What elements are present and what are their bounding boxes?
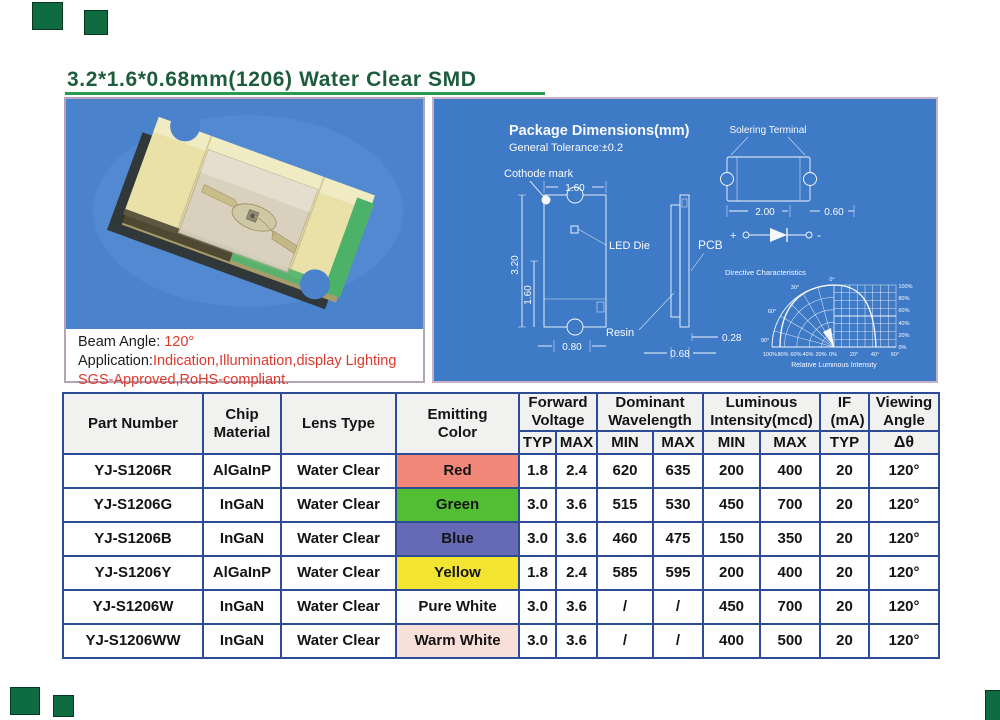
- cell-iv-min: 450: [703, 590, 760, 624]
- polar-scale-label: 100%: [762, 352, 778, 358]
- corner-mark: [10, 687, 40, 715]
- col-vf-max: MAX: [556, 431, 597, 454]
- polar-angle-label: 60°: [890, 352, 900, 358]
- cell-chip-material: InGaN: [203, 590, 281, 624]
- cell-if-typ: 20: [820, 454, 869, 488]
- cell-chip-material: InGaN: [203, 488, 281, 522]
- led-product-photo: [66, 99, 423, 329]
- cell-wl-max: /: [653, 590, 703, 624]
- led-die-label: LED Die: [609, 240, 650, 252]
- relative-intensity-caption: Relative Luminous Intensity: [791, 362, 877, 369]
- cell-part-number: YJ-S1206Y: [63, 556, 203, 590]
- corner-mark: [84, 10, 108, 35]
- cell-iv-max: 350: [760, 522, 820, 556]
- cell-wl-max: 530: [653, 488, 703, 522]
- table-row: [63, 624, 939, 658]
- cell-lens-type: Water Clear: [281, 624, 396, 658]
- cell-vf-typ: 3.0: [519, 590, 556, 624]
- cell-vf-max: 2.4: [556, 454, 597, 488]
- header-group-row: [63, 393, 939, 431]
- application-value: Indication,Illumination,display Lighting: [152, 353, 397, 369]
- polar-scale-label: 0%: [898, 345, 907, 351]
- cell-emitting-color: Yellow: [396, 556, 519, 590]
- cell-wl-min: 515: [597, 488, 653, 522]
- cell-if-typ: 20: [820, 522, 869, 556]
- cell-vf-max: 2.4: [556, 556, 597, 590]
- cell-lens-type: Water Clear: [281, 488, 396, 522]
- cell-vf-max: 3.6: [556, 624, 597, 658]
- cell-lens-type: Water Clear: [281, 454, 396, 488]
- polar-arc-label: 30°: [790, 285, 800, 291]
- col-iv-min: MIN: [703, 431, 760, 454]
- col-luminous-intensity: Luminous Intensity(mcd): [703, 393, 820, 431]
- cell-viewing-angle: 120°: [869, 590, 939, 624]
- polar-scale-label: 100%: [898, 284, 913, 290]
- cell-part-number: YJ-S1206B: [63, 522, 203, 556]
- cell-iv-max: 700: [760, 590, 820, 624]
- cell-lens-type: Water Clear: [281, 556, 396, 590]
- dim-terminal-side: 0.60: [824, 207, 844, 218]
- cell-part-number: YJ-S1206G: [63, 488, 203, 522]
- cell-chip-material: AlGaInP: [203, 556, 281, 590]
- cell-iv-max: 400: [760, 556, 820, 590]
- col-part-number: Part Number: [63, 393, 203, 454]
- dim-bottom-width: 0.80: [562, 342, 582, 353]
- cell-vf-typ: 3.0: [519, 522, 556, 556]
- table-row: [63, 522, 939, 556]
- polar-scale-label: 80%: [777, 352, 789, 358]
- polar-scale-label: 80%: [898, 296, 910, 302]
- soldering-terminal-label: Solering Terminal: [729, 125, 807, 136]
- package-dimensions-drawing: [434, 99, 936, 381]
- cathode-mark-dot: [542, 196, 551, 205]
- col-chip-material: Chip Material: [203, 393, 281, 454]
- cell-wl-min: 620: [597, 454, 653, 488]
- polar-scale-label: 20%: [815, 352, 827, 358]
- col-lens-type: Lens Type: [281, 393, 396, 454]
- polar-scale-label: 0%: [829, 352, 837, 358]
- polar-angle-label: 40°: [870, 352, 880, 358]
- polar-scale-label: 60%: [898, 308, 910, 314]
- table-row: [63, 454, 939, 488]
- col-dominant-wavelength: Dominant Wavelength: [597, 393, 703, 431]
- col-if-ma: IF (mA): [820, 393, 869, 431]
- cell-viewing-angle: 120°: [869, 522, 939, 556]
- cell-wl-min: /: [597, 590, 653, 624]
- col-emitting-color: Emitting Color: [396, 393, 519, 454]
- cell-chip-material: InGaN: [203, 624, 281, 658]
- dim-total-thickness: 0.68: [670, 349, 690, 360]
- dim-pcb-thickness: 0.28: [722, 333, 742, 344]
- cell-part-number: YJ-S1206R: [63, 454, 203, 488]
- cell-vf-max: 3.6: [556, 488, 597, 522]
- cell-vf-max: 3.6: [556, 590, 597, 624]
- cell-if-typ: 20: [820, 590, 869, 624]
- cell-lens-type: Water Clear: [281, 522, 396, 556]
- polar-scale-label: 40%: [898, 321, 910, 327]
- cell-vf-typ: 3.0: [519, 624, 556, 658]
- cell-wl-min: 460: [597, 522, 653, 556]
- cell-iv-min: 200: [703, 454, 760, 488]
- cell-wl-max: /: [653, 624, 703, 658]
- cell-wl-max: 475: [653, 522, 703, 556]
- pcb-label: PCB: [698, 238, 723, 252]
- col-if-typ: TYP: [820, 431, 869, 454]
- cell-chip-material: AlGaInP: [203, 454, 281, 488]
- application-label: Application:: [78, 353, 153, 369]
- cell-if-typ: 20: [820, 556, 869, 590]
- cell-iv-min: 450: [703, 488, 760, 522]
- cell-iv-min: 400: [703, 624, 760, 658]
- diagram-tolerance: General Tolerance:±0.2: [509, 142, 624, 154]
- table-row: [63, 590, 939, 624]
- dim-body-height: 3.20: [510, 255, 521, 275]
- cell-lens-type: Water Clear: [281, 590, 396, 624]
- cell-vf-max: 3.6: [556, 522, 597, 556]
- cell-emitting-color: Red: [396, 454, 519, 488]
- cell-iv-max: 700: [760, 488, 820, 522]
- cell-part-number: YJ-S1206W: [63, 590, 203, 624]
- package-dimensions-panel: [432, 97, 938, 383]
- product-photo-panel: [64, 97, 425, 388]
- cathode-mark-label: Cothode mark: [504, 168, 574, 180]
- cell-vf-typ: 3.0: [519, 488, 556, 522]
- page-title: 3.2*1.6*0.68mm(1206) Water Clear SMD: [67, 68, 477, 91]
- cell-vf-typ: 1.8: [519, 556, 556, 590]
- cell-iv-max: 400: [760, 454, 820, 488]
- polar-angle-label: 20°: [849, 352, 859, 358]
- polar-scale-label: 60%: [790, 352, 802, 358]
- cell-viewing-angle: 120°: [869, 454, 939, 488]
- polar-arc-label: 90°: [760, 338, 770, 344]
- col-iv-max: MAX: [760, 431, 820, 454]
- cell-iv-min: 200: [703, 556, 760, 590]
- cell-wl-max: 595: [653, 556, 703, 590]
- cell-vf-typ: 1.8: [519, 454, 556, 488]
- cell-viewing-angle: 120°: [869, 624, 939, 658]
- photo-caption: [78, 333, 396, 390]
- col-delta-theta: Δθ: [869, 431, 939, 454]
- cell-iv-max: 500: [760, 624, 820, 658]
- col-viewing-angle: Viewing Angle: [869, 393, 939, 431]
- title-underline: [65, 92, 545, 95]
- specification-table: [62, 392, 940, 659]
- table-row: [63, 488, 939, 522]
- cell-emitting-color: Green: [396, 488, 519, 522]
- polar-arc-label: 60°: [767, 309, 777, 315]
- dim-terminal-width: 2.00: [755, 207, 775, 218]
- col-forward-voltage: Forward Voltage: [519, 393, 597, 431]
- col-vf-typ: TYP: [519, 431, 556, 454]
- cell-chip-material: InGaN: [203, 522, 281, 556]
- resin-label: Resin: [606, 327, 635, 339]
- beam-angle-label: Beam Angle:: [78, 334, 161, 350]
- directive-characteristics-label: Directive Characteristics: [725, 268, 806, 277]
- dim-top-width: 1.60: [565, 183, 585, 194]
- cell-if-typ: 20: [820, 488, 869, 522]
- polar-arc-label: 0°: [829, 277, 835, 283]
- col-wl-max: MAX: [653, 431, 703, 454]
- cell-viewing-angle: 120°: [869, 488, 939, 522]
- polar-scale-label: 40%: [802, 352, 814, 358]
- beam-angle-value: 120°: [164, 334, 195, 350]
- diagram-title: Package Dimensions(mm): [509, 123, 690, 139]
- compliance-text: SGS-Approved,RoHS-compliant.: [78, 372, 290, 388]
- polarity-plus: +: [730, 230, 737, 242]
- cell-emitting-color: Blue: [396, 522, 519, 556]
- cell-emitting-color: Pure White: [396, 590, 519, 624]
- corner-mark: [32, 2, 63, 30]
- cell-iv-min: 150: [703, 522, 760, 556]
- cell-part-number: YJ-S1206WW: [63, 624, 203, 658]
- cell-emitting-color: Warm White: [396, 624, 519, 658]
- corner-mark: [985, 690, 1000, 720]
- cell-if-typ: 20: [820, 624, 869, 658]
- cell-wl-max: 635: [653, 454, 703, 488]
- table-row: [63, 556, 939, 590]
- dim-lower-height: 1.60: [523, 285, 534, 305]
- cell-wl-min: /: [597, 624, 653, 658]
- cell-wl-min: 585: [597, 556, 653, 590]
- polarity-minus: -: [817, 228, 821, 242]
- cell-viewing-angle: 120°: [869, 556, 939, 590]
- corner-mark: [53, 695, 74, 717]
- polar-scale-label: 20%: [898, 333, 910, 339]
- col-wl-min: MIN: [597, 431, 653, 454]
